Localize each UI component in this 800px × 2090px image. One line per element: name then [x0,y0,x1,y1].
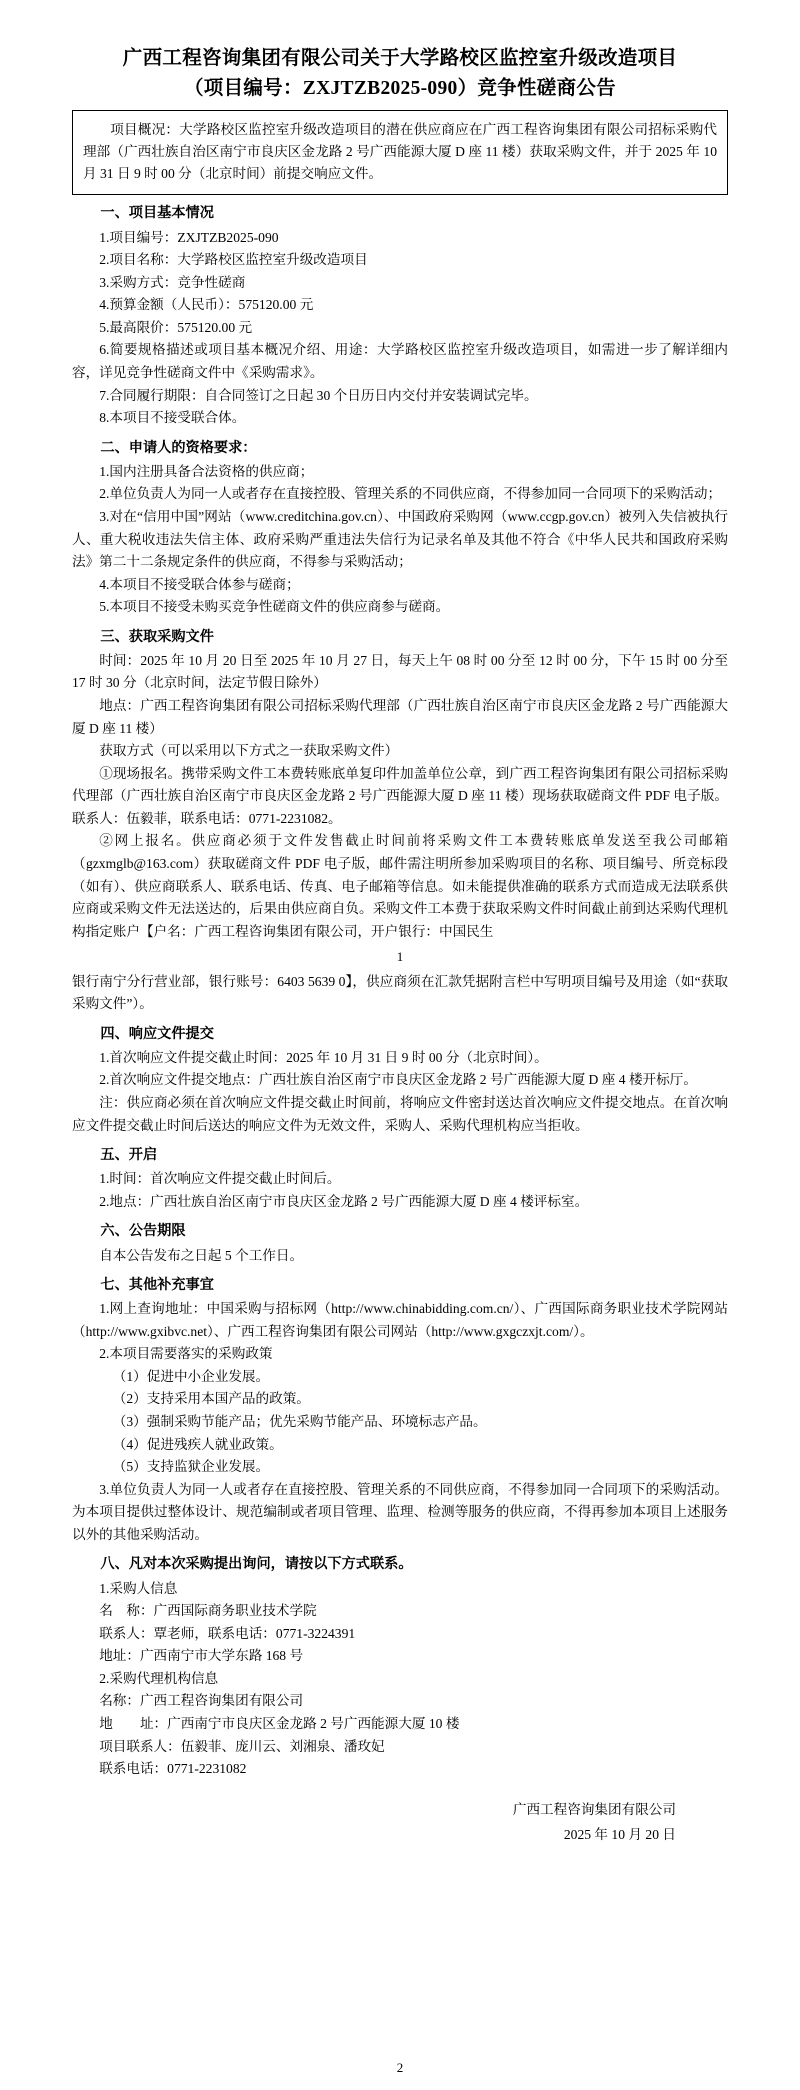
section-8-purchaser-name: 名 称：广西国际商务职业技术学院 [99,1603,317,1619]
section-3-method-online: ②网上报名。供应商必须于文件发售截止时间前将采购文件工本费转账底单发送至我公司邮箱（gzxmglb@163.com）获取磋商文件 PDF 电子版，邮件需注明所参加采购项目的名称、项目编号、所竞标段（如有）、供应商联系人、联系电话、传真、电子邮箱等信息。如未能提供准确的联系方式而造成无法联系供应商或采购文件无法送达的，后果由供应商自负。采购文件工本费于获取采购文件时间截止前到达采购代理机构指定账户【户名：广西工程咨询集团有限公司，开户银行：中国民生 [72,833,728,939]
section-2-paragraph-1: 1.国内注册具备合法资格的供应商； [99,463,314,479]
section-3-time: 时间：2025 年 10 月 20 日至 2025 年 10 月 27 日，每天上午 08 时 00 分至 12 时 00 分，下午 15 时 00 分至 17 时 30 分（北京时间，法定节假日除外） [72,652,728,691]
section-heading-3: 三、获取采购文件 [100,628,214,645]
section-2-paragraph-5: 5.本项目不接受未购买竞争性磋商文件的供应商参与磋商。 [99,599,450,615]
section-8-agency-label: 2.采购代理机构信息 [99,1670,219,1686]
section-3-method-intro: 获取方式（可以采用以下方式之一获取采购文件） [99,743,399,759]
section-8-agency-contacts: 项目联系人：伍毅菲、庞川云、刘湘泉、潘玫妃 [99,1738,385,1754]
title-line-2: （项目编号：ZXJTZB2025-090）竞争性磋商公告 [183,78,616,100]
project-summary-text: 项目概况：大学路校区监控室升级改造项目的潜在供应商应在广西工程咨询集团有限公司招标采购代理部（广西壮族自治区南宁市良庆区金龙路 2 号广西能源大厦 D 座 11 楼）获取采购文件，并于 2025 年 10 月 31 日 9 时 00 分（北京时间）前提交响应文件。 [83,122,717,182]
section-7-policy-4: （4）促进残疾人就业政策。 [112,1436,283,1452]
section-heading-8: 八、凡对本次采购提出询问，请按以下方式联系。 [100,1556,413,1573]
section-7-paragraph-2: 2.本项目需要落实的采购政策 [99,1346,273,1362]
section-heading-7: 七、其他补充事宜 [100,1277,214,1294]
section-1-paragraph-8: 8.本项目不接受联合体。 [99,410,246,426]
section-8-purchaser-label: 1.采购人信息 [99,1580,178,1596]
section-3-method-online-cont: 银行南宁分行营业部，银行账号：6403 5639 0】，供应商须在汇款凭据附言栏中写明项目编号及用途（如“获取采购文件”）。 [72,973,728,1012]
mid-page-number: 1 [396,949,404,965]
section-7-policy-2: （2）支持采用本国产品的政策。 [112,1391,310,1407]
section-1-item-3: 3.采购方式：竞争性磋商 [99,274,246,290]
section-1-item-5: 5.最高限价：575120.00 元 [99,319,253,335]
section-2-paragraph-3: 3.对在“信用中国”网站（www.creditchina.gov.cn）、中国政府采购网（www.ccgp.gov.cn）被列入失信被执行人、重大税收违法失信主体、政府采购严重违法失信行为记录名单及其他不符合《中华人民共和国政府采购法》第二十二条规定条件的供应商，不得参与采购活动； [72,508,728,570]
section-6-paragraph-1: 自本公告发布之日起 5 个工作日。 [99,1247,304,1263]
title-line-1: 广西工程咨询集团有限公司关于大学路校区监控室升级改造项目 [122,48,678,69]
page-title [72,44,728,104]
section-8-agency-name: 名称：广西工程咨询集团有限公司 [99,1693,304,1709]
section-2-paragraph-4: 4.本项目不接受联合体参与磋商； [99,576,300,592]
section-7-policy-5: （5）支持监狱企业发展。 [112,1459,270,1475]
section-1-paragraph-6: 6.简要规格描述或项目基本概况介绍、用途：大学路校区监控室升级改造项目，如需进一步了解详细内容，详见竞争性磋商文件中《采购需求》。 [72,342,728,380]
section-4-paragraph-1: 1.首次响应文件提交截止时间：2025 年 10 月 31 日 9 时 00 分（北京时间）。 [99,1049,548,1065]
section-2-paragraph-2: 2.单位负责人为同一人或者存在直接控股、管理关系的不同供应商，不得参加同一合同项下的采购活动； [99,486,722,502]
section-heading-2: 二、申请人的资格要求： [100,439,257,456]
section-7-paragraph-1: 1.网上查询地址：中国采购与招标网（http://www.chinabidding.com.cn/）、广西国际商务职业技术学院网站（http://www.gxibvc.net）、广西工程咨询集团有限公司网站（http://www.gxgczxjt.com/）。 [72,1301,728,1339]
section-8-agency-phone: 联系电话：0771-2231082 [99,1761,247,1777]
section-3-method-onsite: ①现场报名。携带采购文件工本费转账底单复印件加盖单位公章，到广西工程咨询集团有限公司招标采购代理部（广西壮族自治区南宁市良庆区金龙路 2 号广西能源大厦 D 座 11 楼）现场获取磋商文件 PDF 电子版。联系人：伍毅菲，联系电话：0771-2231082。 [72,765,728,826]
section-1-item-2: 2.项目名称：大学路校区监控室升级改造项目 [99,252,368,268]
section-heading-4: 四、响应文件提交 [100,1025,214,1042]
section-7-policy-3: （3）强制采购节能产品；优先采购节能产品、环境标志产品。 [112,1414,487,1430]
section-8-agency-address: 地 址：广西南宁市良庆区金龙路 2 号广西能源大厦 10 楼 [99,1715,460,1731]
project-summary-box [72,110,728,195]
section-7-paragraph-3: 3.单位负责人为同一人或者存在直接控股、管理关系的不同供应商，不得参加同一合同项下的采购活动。为本项目提供过整体设计、规范编制或者项目管理、监理、检测等服务的供应商，不得再参加本项目上述服务以外的其他采购活动。 [72,1481,728,1542]
section-heading-1: 一、项目基本情况 [100,205,214,222]
section-5-paragraph-1: 1.时间：首次响应文件提交截止时间后。 [99,1171,341,1187]
section-8-purchaser-contact: 联系人：覃老师，联系电话：0771-3224391 [99,1625,356,1641]
section-1-paragraph-7: 7.合同履行期限：自合同签订之日起 30 个日历日内交付并安装调试完毕。 [99,387,538,403]
section-3-location: 地点：广西工程咨询集团有限公司招标采购代理部（广西壮族自治区南宁市良庆区金龙路 2 号广西能源大厦 D 座 11 楼） [72,698,728,736]
section-8-purchaser-address: 地址：广西南宁市大学东路 168 号 [99,1648,304,1664]
section-4-note: 注：供应商必须在首次响应文件提交截止时间前，将响应文件密封送达首次响应文件提交地点。在首次响应文件提交截止时间后送达的响应文件为无效文件，采购人、采购代理机构应当拒收。 [72,1095,728,1133]
section-heading-5: 五、开启 [100,1147,158,1164]
signature-company: 广西工程咨询集团有限公司 [512,1801,676,1817]
signature-block [72,1797,728,1847]
signature-date: 2025 年 10 月 20 日 [563,1826,676,1842]
footer-page-number: 2 [396,2060,404,2075]
section-heading-6: 六、公告期限 [100,1223,186,1240]
section-7-policy-1: （1）促进中小企业发展。 [112,1368,270,1384]
section-1-item-1: 1.项目编号：ZXJTZB2025-090 [99,229,279,245]
section-1-item-4: 4.预算金额（人民币）：575120.00 元 [99,297,314,313]
section-5-paragraph-2: 2.地点：广西壮族自治区南宁市良庆区金龙路 2 号广西能源大厦 D 座 4 楼评标室。 [99,1193,589,1209]
section-4-paragraph-2: 2.首次响应文件提交地点：广西壮族自治区南宁市良庆区金龙路 2 号广西能源大厦 D 座 4 楼开标厅。 [99,1072,697,1088]
